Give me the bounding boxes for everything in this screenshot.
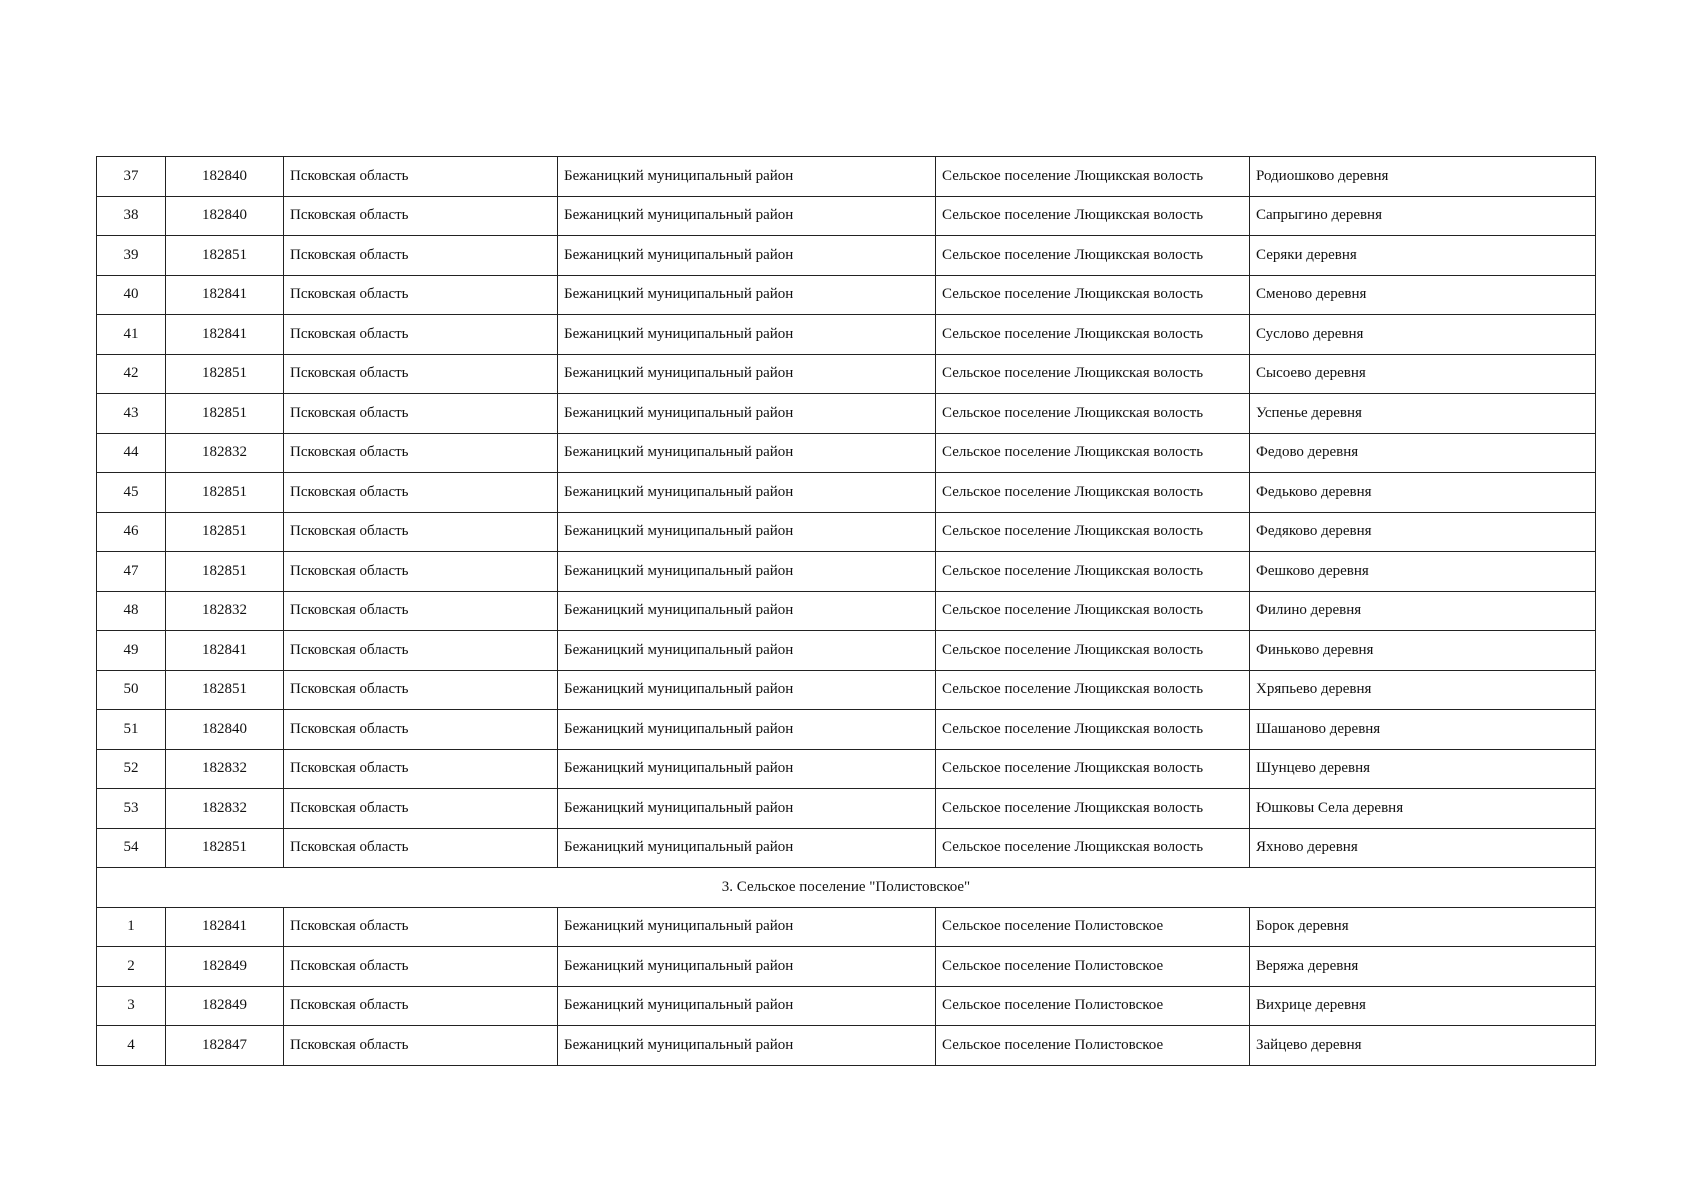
table-row <box>97 828 1596 868</box>
postal-index: 182840 <box>166 710 284 750</box>
settlement-name: Сельское поселение Лющикская волость <box>936 236 1250 276</box>
region-name: Псковская область <box>284 670 558 710</box>
locality-name: Зайцево деревня <box>1250 1026 1596 1066</box>
row-number: 41 <box>97 315 166 355</box>
locality-name: Федово деревня <box>1250 433 1596 473</box>
locality-name: Шунцево деревня <box>1250 749 1596 789</box>
postal-index: 182832 <box>166 789 284 829</box>
table-row <box>97 670 1596 710</box>
settlement-name: Сельское поселение Лющикская волость <box>936 394 1250 434</box>
settlements-table <box>96 156 1596 1066</box>
postal-index: 182832 <box>166 749 284 789</box>
locality-name: Федяково деревня <box>1250 512 1596 552</box>
locality-name: Сысоево деревня <box>1250 354 1596 394</box>
postal-index: 182851 <box>166 236 284 276</box>
region-name: Псковская область <box>284 512 558 552</box>
settlement-name: Сельское поселение Лющикская волость <box>936 828 1250 868</box>
region-name: Псковская область <box>284 354 558 394</box>
region-name: Псковская область <box>284 907 558 947</box>
table-row <box>97 512 1596 552</box>
region-name: Псковская область <box>284 552 558 592</box>
table-row <box>97 947 1596 987</box>
locality-name: Серяки деревня <box>1250 236 1596 276</box>
settlement-name: Сельское поселение Полистовское <box>936 1026 1250 1066</box>
row-number: 44 <box>97 433 166 473</box>
region-name: Псковская область <box>284 789 558 829</box>
district-name: Бежаницкий муниципальный район <box>558 196 936 236</box>
row-number: 38 <box>97 196 166 236</box>
region-name: Псковская область <box>284 631 558 671</box>
settlement-name: Сельское поселение Полистовское <box>936 907 1250 947</box>
row-number: 4 <box>97 1026 166 1066</box>
table-row <box>97 749 1596 789</box>
settlement-name: Сельское поселение Лющикская волость <box>936 275 1250 315</box>
row-number: 3 <box>97 986 166 1026</box>
postal-index: 182840 <box>166 196 284 236</box>
settlement-name: Сельское поселение Лющикская волость <box>936 749 1250 789</box>
district-name: Бежаницкий муниципальный район <box>558 512 936 552</box>
table-row <box>97 236 1596 276</box>
district-name: Бежаницкий муниципальный район <box>558 710 936 750</box>
row-number: 49 <box>97 631 166 671</box>
table-row <box>97 907 1596 947</box>
settlement-name: Сельское поселение Полистовское <box>936 986 1250 1026</box>
settlement-name: Сельское поселение Лющикская волость <box>936 315 1250 355</box>
locality-name: Филино деревня <box>1250 591 1596 631</box>
locality-name: Федьково деревня <box>1250 473 1596 513</box>
row-number: 48 <box>97 591 166 631</box>
locality-name: Юшковы Села деревня <box>1250 789 1596 829</box>
district-name: Бежаницкий муниципальный район <box>558 552 936 592</box>
postal-index: 182849 <box>166 947 284 987</box>
table-row <box>97 157 1596 197</box>
table-body <box>97 157 1596 1066</box>
region-name: Псковская область <box>284 315 558 355</box>
row-number: 43 <box>97 394 166 434</box>
row-number: 54 <box>97 828 166 868</box>
table-row <box>97 789 1596 829</box>
row-number: 39 <box>97 236 166 276</box>
section-title: 3. Сельское поселение "Полистовское" <box>97 868 1596 908</box>
table-row <box>97 433 1596 473</box>
table-row <box>97 315 1596 355</box>
table-row <box>97 196 1596 236</box>
locality-name: Родиошково деревня <box>1250 157 1596 197</box>
section-row <box>97 868 1596 908</box>
district-name: Бежаницкий муниципальный район <box>558 354 936 394</box>
row-number: 47 <box>97 552 166 592</box>
row-number: 2 <box>97 947 166 987</box>
row-number: 50 <box>97 670 166 710</box>
postal-index: 182841 <box>166 907 284 947</box>
postal-index: 182840 <box>166 157 284 197</box>
region-name: Псковская область <box>284 1026 558 1066</box>
row-number: 40 <box>97 275 166 315</box>
region-name: Псковская область <box>284 986 558 1026</box>
settlement-name: Сельское поселение Лющикская волость <box>936 789 1250 829</box>
postal-index: 182841 <box>166 631 284 671</box>
postal-index: 182832 <box>166 591 284 631</box>
region-name: Псковская область <box>284 433 558 473</box>
postal-index: 182849 <box>166 986 284 1026</box>
table-row <box>97 275 1596 315</box>
settlement-name: Сельское поселение Лющикская волость <box>936 552 1250 592</box>
table-row <box>97 473 1596 513</box>
settlement-name: Сельское поселение Лющикская волость <box>936 433 1250 473</box>
region-name: Псковская область <box>284 749 558 789</box>
postal-index: 182847 <box>166 1026 284 1066</box>
region-name: Псковская область <box>284 591 558 631</box>
postal-index: 182851 <box>166 552 284 592</box>
row-number: 53 <box>97 789 166 829</box>
district-name: Бежаницкий муниципальный район <box>558 670 936 710</box>
region-name: Псковская область <box>284 473 558 513</box>
region-name: Псковская область <box>284 947 558 987</box>
settlement-name: Сельское поселение Лющикская волость <box>936 157 1250 197</box>
locality-name: Успенье деревня <box>1250 394 1596 434</box>
district-name: Бежаницкий муниципальный район <box>558 394 936 434</box>
locality-name: Хряпьево деревня <box>1250 670 1596 710</box>
postal-index: 182851 <box>166 828 284 868</box>
table-row <box>97 394 1596 434</box>
region-name: Псковская область <box>284 196 558 236</box>
table-row <box>97 631 1596 671</box>
region-name: Псковская область <box>284 275 558 315</box>
settlement-name: Сельское поселение Лющикская волость <box>936 710 1250 750</box>
district-name: Бежаницкий муниципальный район <box>558 275 936 315</box>
postal-index: 182851 <box>166 670 284 710</box>
postal-index: 182851 <box>166 473 284 513</box>
settlement-name: Сельское поселение Лющикская волость <box>936 591 1250 631</box>
row-number: 37 <box>97 157 166 197</box>
district-name: Бежаницкий муниципальный район <box>558 828 936 868</box>
region-name: Псковская область <box>284 157 558 197</box>
settlement-name: Сельское поселение Лющикская волость <box>936 670 1250 710</box>
locality-name: Яхново деревня <box>1250 828 1596 868</box>
locality-name: Веряжа деревня <box>1250 947 1596 987</box>
row-number: 52 <box>97 749 166 789</box>
postal-index: 182851 <box>166 512 284 552</box>
district-name: Бежаницкий муниципальный район <box>558 631 936 671</box>
locality-name: Фешково деревня <box>1250 552 1596 592</box>
locality-name: Сапрыгино деревня <box>1250 196 1596 236</box>
postal-index: 182841 <box>166 315 284 355</box>
district-name: Бежаницкий муниципальный район <box>558 1026 936 1066</box>
district-name: Бежаницкий муниципальный район <box>558 473 936 513</box>
district-name: Бежаницкий муниципальный район <box>558 789 936 829</box>
settlement-name: Сельское поселение Лющикская волость <box>936 512 1250 552</box>
settlement-name: Сельское поселение Лющикская волость <box>936 354 1250 394</box>
table-row <box>97 1026 1596 1066</box>
locality-name: Шашаново деревня <box>1250 710 1596 750</box>
postal-index: 182841 <box>166 275 284 315</box>
settlement-name: Сельское поселение Лющикская волость <box>936 196 1250 236</box>
row-number: 46 <box>97 512 166 552</box>
locality-name: Сменово деревня <box>1250 275 1596 315</box>
settlement-name: Сельское поселение Полистовское <box>936 947 1250 987</box>
table-row <box>97 354 1596 394</box>
district-name: Бежаницкий муниципальный район <box>558 907 936 947</box>
row-number: 42 <box>97 354 166 394</box>
postal-index: 182851 <box>166 354 284 394</box>
region-name: Псковская область <box>284 394 558 434</box>
district-name: Бежаницкий муниципальный район <box>558 157 936 197</box>
district-name: Бежаницкий муниципальный район <box>558 236 936 276</box>
region-name: Псковская область <box>284 828 558 868</box>
row-number: 45 <box>97 473 166 513</box>
row-number: 1 <box>97 907 166 947</box>
district-name: Бежаницкий муниципальный район <box>558 315 936 355</box>
locality-name: Вихрице деревня <box>1250 986 1596 1026</box>
district-name: Бежаницкий муниципальный район <box>558 986 936 1026</box>
postal-index: 182832 <box>166 433 284 473</box>
settlement-name: Сельское поселение Лющикская волость <box>936 473 1250 513</box>
district-name: Бежаницкий муниципальный район <box>558 749 936 789</box>
table-row <box>97 986 1596 1026</box>
region-name: Псковская область <box>284 236 558 276</box>
district-name: Бежаницкий муниципальный район <box>558 591 936 631</box>
district-name: Бежаницкий муниципальный район <box>558 433 936 473</box>
locality-name: Финьково деревня <box>1250 631 1596 671</box>
region-name: Псковская область <box>284 710 558 750</box>
table-row <box>97 552 1596 592</box>
locality-name: Борок деревня <box>1250 907 1596 947</box>
table-row <box>97 710 1596 750</box>
district-name: Бежаницкий муниципальный район <box>558 947 936 987</box>
settlement-name: Сельское поселение Лющикская волость <box>936 631 1250 671</box>
row-number: 51 <box>97 710 166 750</box>
table-row <box>97 591 1596 631</box>
postal-index: 182851 <box>166 394 284 434</box>
locality-name: Суслово деревня <box>1250 315 1596 355</box>
